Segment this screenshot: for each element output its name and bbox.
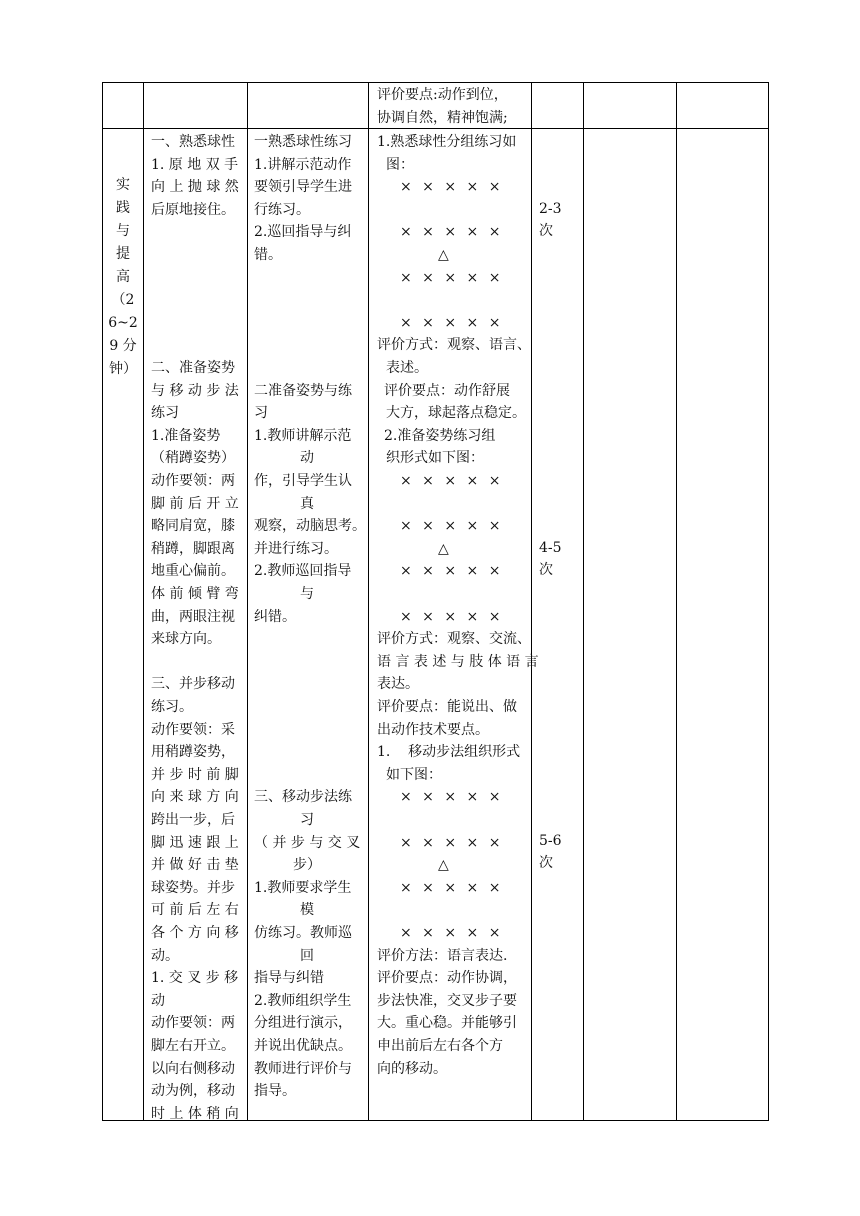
text-line: 2.教师巡回指导 (254, 563, 352, 580)
formation-row: × × × × × (400, 879, 504, 896)
text-line: 动 (151, 992, 165, 1009)
text-line: 向 来 球 方 向 (151, 789, 239, 806)
text-line: 脚 前 后 开 立 (151, 495, 239, 512)
text-line: 作，引导学生认 (254, 473, 352, 489)
text-line: 脚 迅 速 跟 上 (151, 834, 239, 851)
text-line: 来球方向。 (151, 631, 221, 648)
text-line: 模 (300, 902, 314, 919)
text-line: 1.讲解示范动作 (254, 156, 352, 173)
text-line: 与 (116, 223, 130, 239)
text-line: 钟） (109, 361, 137, 377)
teacher-marker: △ (438, 247, 449, 263)
col-line-2 (247, 82, 248, 1121)
text-line: 评价方法：语言表达. (377, 947, 508, 964)
text-line: 要领引导学生进 (254, 179, 352, 196)
text-line: 曲，两眼注视 (151, 608, 235, 625)
formation-row: × × × × × (400, 269, 504, 286)
text-line: 时 上 体 稍 向 (151, 1105, 239, 1122)
text-line: 纠错。 (254, 608, 296, 625)
text-line: 1. 原 地 双 手 (151, 156, 239, 173)
formation-row: × × × × × (400, 563, 504, 580)
text-line: 动作要领：采 (151, 721, 235, 738)
text-line: 并说出优缺点。 (254, 1038, 352, 1054)
text-line: 高 (116, 269, 130, 285)
text-line: （稍蹲姿势） (151, 450, 235, 467)
text-line: 一熟悉球性练习 (254, 134, 352, 150)
text-line: 错。 (254, 247, 282, 263)
text-line: 回 (300, 947, 314, 964)
text-line: 跨出一步，后 (151, 812, 235, 828)
teacher-marker: △ (438, 857, 449, 874)
text-line: 评价方式：观察、语言、 (377, 337, 531, 354)
text-line: 与 (300, 586, 314, 602)
text-line: 教师进行评价与 (254, 1060, 352, 1077)
text-line: 球姿势。并步 (151, 879, 235, 896)
text-line: 脚左右开立。 (151, 1038, 235, 1054)
formation-row: × × × × × (400, 314, 504, 331)
text-line: 并进行练习。 (254, 540, 338, 557)
text-line: 习 (300, 812, 314, 828)
times-unit: 次 (539, 223, 553, 239)
col-line-6 (676, 82, 677, 1121)
teacher-marker: △ (438, 540, 449, 557)
text-line: 向 上 抛 球 然 (151, 179, 239, 196)
text-line: 语 言 表 述 与 肢 体 语 言 (377, 653, 539, 670)
text-line: 仿练习。教师巡 (254, 925, 352, 941)
col-line-5 (583, 82, 584, 1121)
text-line: 如下图： (386, 766, 442, 783)
text-line: 提 (116, 246, 130, 262)
text-line: 后原地接住。 (151, 201, 235, 218)
text-line: 出动作技术要点。 (377, 721, 489, 738)
text-line: 二、准备姿势 (151, 360, 235, 376)
formation-row: × × × × × (400, 224, 504, 241)
formation-row: × × × × × (400, 789, 504, 806)
text-line: 申出前后左右各个方 (377, 1038, 503, 1054)
text-line: 动为例，移动 (151, 1083, 235, 1100)
text-line: 练习 (151, 405, 179, 422)
formation-row: × × × × × (400, 834, 504, 851)
text-line: 三、移动步法练 (254, 789, 352, 806)
text-line: 分组进行演示， (254, 1015, 352, 1032)
text-line: 1. 移动步法组织形式 (377, 744, 521, 761)
text-line: 步法快准，交叉步子要 (377, 992, 517, 1009)
text-line: 二准备姿势与练 (254, 382, 352, 399)
times-range: 4-5 (539, 540, 562, 556)
text-line: 可 前 后 左 右 (151, 902, 239, 919)
text-line: 以向右侧移动 (151, 1060, 235, 1077)
text-line: 略同肩宽，膝 (151, 518, 235, 535)
text-line: 大。重心稳。并能够引 (377, 1015, 517, 1032)
formation-row: × × × × × (400, 473, 504, 489)
text-line: 评价要点：动作舒展 (384, 382, 510, 399)
col-line-3 (368, 82, 369, 1121)
col-line-7 (768, 82, 769, 1121)
text-line: 一、熟悉球性 (151, 134, 235, 150)
text-line: 评价方式：观察、交流、 (377, 631, 531, 648)
text-line: 步） (293, 857, 321, 874)
text-line: 图： (386, 156, 414, 173)
text-line: 评价要点：能说出、做 (377, 699, 517, 715)
text-line: 协调自然，精神饱满; (377, 109, 508, 126)
table-top-border (102, 82, 769, 83)
formation-row: × × × × × (400, 518, 504, 535)
text-line: 指导与纠错 (254, 970, 324, 987)
text-line: 9 分 (109, 338, 137, 354)
text-line: 2.教师组织学生 (254, 992, 352, 1009)
text-line: 习 (254, 405, 268, 422)
text-line: 动作要领：两 (151, 1015, 235, 1032)
text-line: （ 并 步 与 交 叉 (254, 834, 361, 851)
text-line: 实 (116, 177, 130, 193)
text-line: 练习。 (151, 699, 193, 715)
times-unit: 次 (539, 855, 553, 871)
text-line: 织形式如下图： (386, 450, 484, 467)
text-line: 表述。 (386, 360, 428, 376)
text-line: 行练习。 (254, 201, 310, 218)
text-line: 2.巡回指导与纠 (254, 224, 352, 241)
text-line: 体 前 倾 臂 弯 (151, 586, 239, 602)
col-line-4 (531, 82, 532, 1121)
text-line: 评价要点：动作协调， (377, 970, 517, 987)
text-line: 观察，动脑思考。 (254, 518, 366, 535)
times-unit: 次 (539, 562, 553, 578)
formation-row: × × × × × (400, 925, 504, 941)
times-range: 2-3 (539, 201, 562, 217)
text-line: 践 (116, 200, 130, 216)
col-line-0 (102, 82, 103, 1121)
text-line: 用稍蹲姿势， (151, 744, 235, 761)
col-line-1 (143, 82, 144, 1121)
times-range: 5-6 (539, 833, 562, 849)
text-line: 动。 (151, 947, 179, 964)
text-line: 地重心偏前。 (151, 563, 235, 580)
text-line: 评价要点:动作到位， (377, 87, 508, 103)
formation-row: × × × × × (400, 608, 504, 625)
text-line: 向的移动。 (377, 1060, 447, 1077)
text-line: 1. 交 叉 步 移 (151, 970, 239, 987)
text-line: 表达。 (377, 676, 419, 693)
text-line: 三、并步移动 (151, 676, 235, 693)
text-line: 1.教师讲解示范 (254, 427, 352, 444)
text-line: 指导。 (254, 1083, 296, 1100)
text-line: （2 (111, 292, 135, 308)
text-line: 各 个 方 向 移 (151, 925, 239, 941)
formation-row: × × × × × (400, 179, 504, 196)
text-line: 并 做 好 击 垫 (151, 857, 239, 874)
text-line: 6~2 (108, 315, 138, 331)
text-line: 稍蹲，脚跟离 (151, 540, 235, 557)
text-line: 并 步 时 前 脚 (151, 766, 239, 783)
text-line: 1.熟悉球性分组练习如 (377, 134, 517, 150)
text-line: 2.准备姿势练习组 (384, 427, 496, 444)
text-line: 大方，球起落点稳定。 (386, 405, 526, 422)
text-line: 1.教师要求学生 (254, 879, 352, 896)
text-line: 动作要领：两 (151, 473, 235, 489)
text-line: 动 (300, 450, 314, 467)
text-line: 1.准备姿势 (151, 427, 221, 444)
text-line: 与 移 动 步 法 (151, 382, 239, 399)
text-line: 真 (300, 495, 314, 512)
